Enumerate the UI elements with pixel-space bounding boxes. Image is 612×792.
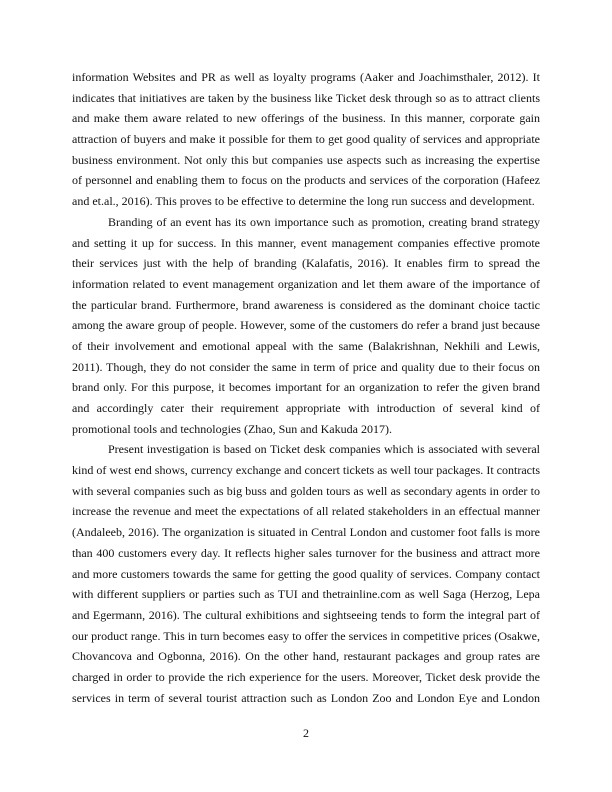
text-line: brand only. For this purpose, it becomes important for an organization to refer the given brand: [72, 380, 540, 395]
text-line: Present investigation is based on Ticket desk companies which is associated with several: [108, 442, 540, 457]
text-line: charged in order to provide the rich experience for the users. Moreover, Ticket desk provide the: [72, 669, 540, 684]
text-line: indicates that initiatives are taken by the business like Ticket desk through so as to attract clients: [72, 90, 540, 105]
text-line: among the aware group of people. However, some of the customers do refer a brand just because: [72, 318, 540, 333]
text-line: than 400 customers every day. It reflects higher sales turnover for the business and attract more: [72, 545, 540, 560]
text-line: of their involvement and emotional appeal with the same (Balakrishnan, Nekhili and Lewis,: [72, 338, 540, 353]
text-line: and Egermann, 2016). The cultural exhibitions and sightseeing tends to form the integral part of: [72, 607, 540, 622]
text-line: and make them aware related to new offerings of the business. In this manner, corporate gain: [72, 111, 540, 126]
text-line: information related to event management organization and let them aware of the importance of: [72, 276, 540, 291]
text-line: (Andaleeb, 2016). The organization is situated in Central London and customer foot falls is more: [72, 525, 540, 540]
text-line: our product range. This in turn becomes easy to offer the services in competitive prices (Osakwe,: [72, 628, 540, 643]
text-line: and more customers towards the same for getting the good quality of services. Company contact: [72, 566, 540, 581]
text-line: increase the revenue and meet the expectations of all related stakeholders in an effectual manner: [72, 504, 540, 519]
text-line: the particular brand. Furthermore, brand awareness is considered as the dominant choice tactic: [72, 297, 540, 312]
text-line: of personnel and enabling them to focus on the products and services of the corporation (Hafeez: [72, 173, 540, 188]
text-line: kind of west end shows, currency exchange and concert tickets as well tour packages. It contracts: [72, 463, 540, 478]
text-line: Branding of an event has its own importance such as promotion, creating brand strategy: [108, 214, 540, 229]
text-line: 2011). Though, they do not consider the same in term of price and quality due to their focus on: [72, 359, 540, 374]
text-line: information Websites and PR as well as loyalty programs (Aaker and Joachimsthaler, 2012). It: [72, 70, 540, 84]
text-line: and setting it up for success. In this manner, event management companies effective promote: [72, 235, 540, 250]
text-line: Chovancova and Ogbonna, 2016). On the other hand, restaurant packages and group rates are: [72, 649, 540, 664]
text-line: with several companies such as big buss and golden tours as well as secondary agents in order to: [72, 483, 540, 498]
text-line: services in term of several tourist attraction such as London Zoo and London Eye and London: [72, 690, 540, 705]
text-line: promotional tools and technologies (Zhao, Sun and Kakuda 2017).: [72, 421, 392, 436]
paragraph: [72, 67, 540, 212]
text-line: business environment. Not only this but companies use aspects such as increasing the expertise: [72, 152, 540, 167]
paragraph: [72, 439, 540, 708]
text-line: attraction of buyers and make it possible for them to get good quality of services and appropriate: [72, 132, 540, 147]
body-text: [72, 67, 540, 708]
text-line: and et.al., 2016). This proves to be effective to determine the long run success and development.: [72, 194, 535, 209]
text-line: and accordingly cater their requirement appropriate with introduction of several kind of: [72, 401, 540, 415]
text-line: their services just with the help of branding (Kalafatis, 2016). It enables firm to spread the: [72, 256, 540, 271]
paragraph: [72, 212, 540, 440]
text-line: with different suppliers or parties such as TUI and thetrainline.com as well Saga (Herzog, Lepa: [72, 587, 540, 602]
page-number: 2: [303, 726, 309, 740]
